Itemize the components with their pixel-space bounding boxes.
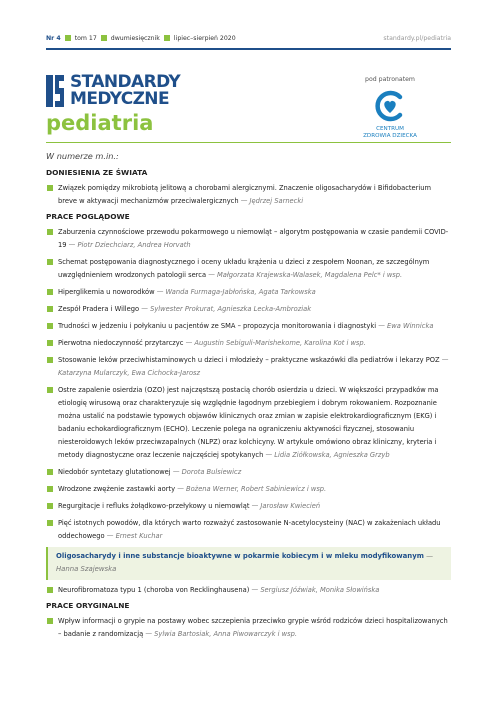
bullet-square-icon	[47, 618, 53, 624]
article-title: Ostre zapalenie osierdzia (OZO) jest najczęstszą postacią chorób osierdzia u dzieci. W większości przypadków ma etiologię wirusową oraz charakteryzuje się względnie łagodnym przebiegiem i dobrym rokowaniem. Rozpoznanie można ustalić na podstawie typowych objawów klinicznych oraz zmian w zapisie elektrokardiograficznym (EKG) i badaniu echokardiograficznym (ECHO). Leczenie polega na ograniczeniu aktywności fizycznej, stosowaniu niesteroidowych leków przeciwzapalnych (NLPZ) oraz kolchicyny. W artykule omówiono obraz kliniczny, kryteria i metody diagnostyczne oraz leczenie najczęściej spotykanych	[58, 386, 439, 459]
highlighted-article[interactable]	[46, 547, 451, 580]
article-authors: — Jędrzej Sarnecki	[240, 197, 304, 205]
in-issue-label: W numerze m.in.:	[46, 151, 119, 161]
article-item[interactable]	[46, 384, 451, 462]
brand-line-1: STANDARDY	[70, 72, 181, 92]
article-item[interactable]	[46, 517, 451, 543]
bullet-square-icon	[47, 469, 53, 475]
article-title: Wpływ informacji o grypie na postawy wobec szczepienia przeciwko grypie wśród rodziców dzieci hospitalizowanych – badanie z randomizacją	[58, 617, 448, 638]
heart-c-logo-icon	[373, 89, 407, 123]
article-authors: — Wanda Furmaga-Jabłońska, Agata Tarkowska	[156, 288, 316, 296]
article-authors: — Piotr Dziechciarz, Andrea Horvath	[68, 241, 191, 249]
issue-number: Nr 4	[46, 34, 61, 42]
article-authors: — Ernest Kuchar	[106, 532, 163, 540]
volume: tom 17	[74, 34, 97, 42]
article-title: Wrodzone zwężenie zastawki aorty	[58, 485, 176, 493]
patron-org-line-2: ZDROWIA DZIECKA	[363, 133, 417, 139]
article-item[interactable]	[46, 615, 451, 641]
bullet-square-icon	[47, 387, 53, 393]
section-heading: DONIESIENIA ZE ŚWIATA	[46, 168, 148, 177]
bullet-square-icon	[47, 185, 53, 191]
table-of-contents	[46, 166, 451, 645]
bullet-square-icon	[164, 35, 170, 41]
article-item[interactable]	[46, 584, 451, 597]
article-item[interactable]	[46, 466, 451, 479]
patronage-block	[340, 76, 440, 140]
article-title: Zespół Pradera i Willego	[58, 305, 140, 313]
article-item[interactable]	[46, 286, 451, 299]
issue-date: lipiec–sierpień 2020	[173, 34, 236, 42]
article-title: Pięć istotnych powodów, dla których warto rozważyć zastosowanie N-acetylocysteiny (NAC) w zakażeniach układu oddechowego	[58, 519, 441, 540]
journal-url[interactable]: standardy.pl/pediatria	[383, 34, 451, 42]
article-authors: — Sylwia Bartosiak, Anna Piwowarczyk i wsp.	[145, 630, 297, 638]
bullet-square-icon	[47, 289, 53, 295]
article-item[interactable]	[46, 500, 451, 513]
journal-section-title: pediatria	[46, 111, 154, 135]
bullet-square-icon	[65, 35, 71, 41]
bullet-square-icon	[47, 486, 53, 492]
article-title: Pierwotna niedoczynność przytarczyc	[58, 339, 184, 347]
article-item[interactable]	[46, 303, 451, 316]
bullet-square-icon	[47, 520, 53, 526]
article-title: Hiperglikemia u noworodków	[58, 288, 155, 296]
article-authors: — Sylwester Prokurat, Agnieszka Lecka-Ambroziak	[141, 305, 312, 313]
highlighted-article-authors: — Hanna Szajewska	[56, 552, 433, 573]
patronage-label: pod patronatem	[365, 76, 415, 83]
section-heading: PRACE POGLĄDOWE	[46, 212, 130, 221]
article-authors: — Ewa Winnicka	[378, 322, 434, 330]
article-item[interactable]	[46, 226, 451, 252]
article-title: Związek pomiędzy mikrobiotą jelitową a chorobami alergicznymi. Znaczenie oligosacharydów i Bifidobacterium breve w aktywacji mechanizmów przeciwalergicznych	[58, 184, 431, 205]
bullet-square-icon	[47, 323, 53, 329]
article-authors: — Małgorzata Krajewska-Walasek, Magdalena Pelc* i wsp.	[208, 271, 403, 279]
bullet-square-icon	[47, 587, 53, 593]
article-title: Stosowanie leków przeciwhistaminowych u dzieci i młodzieży – praktyczne wskazówki dla pediatrów i lekarzy POZ	[58, 356, 440, 364]
bullet-square-icon	[47, 357, 53, 363]
bullet-square-icon	[47, 340, 53, 346]
article-item[interactable]	[46, 483, 451, 496]
bullet-square-icon	[47, 259, 53, 265]
frequency: dwumiesięcznik	[110, 34, 160, 42]
article-title: Regurgitacje i refluks żołądkowo-przełykowy u niemowląt	[58, 502, 250, 510]
article-authors: — Dorota Bulsiewicz	[172, 468, 242, 476]
top-bar	[46, 28, 451, 50]
article-item[interactable]	[46, 256, 451, 282]
article-item[interactable]	[46, 320, 451, 333]
article-authors: — Lidia Ziółkowska, Agnieszka Grzyb	[265, 451, 390, 459]
article-authors: — Augustin Sebiguli-Marishekome, Karolina Kot i wsp.	[185, 339, 366, 347]
bullet-square-icon	[47, 306, 53, 312]
brand-line-2: MEDYCZNE	[70, 89, 169, 109]
divider	[46, 142, 451, 143]
article-title: Trudności w jedzeniu i połykaniu u pacjentów ze SMA – propozycja monitorowania i diagnostyki	[58, 322, 377, 330]
issue-meta	[46, 35, 236, 42]
article-authors: — Katarzyna Mularczyk, Ewa Cichocka-Jarosz	[58, 356, 449, 377]
bullet-square-icon	[47, 503, 53, 509]
section-heading: PRACE ORYGINALNE	[46, 601, 130, 610]
article-title: Zaburzenia czynnościowe przewodu pokarmowego u niemowląt – algorytm postępowania w czasie pandemii COVID-19	[58, 228, 449, 249]
bullet-square-icon	[101, 35, 107, 41]
article-title: Neurofibromatoza typu 1 (choroba von Recklinghausena)	[58, 586, 250, 594]
article-authors: — Sergiusz Jóźwiak, Monika Słowińska	[251, 586, 380, 594]
article-item[interactable]	[46, 337, 451, 350]
article-title: Niedobór syntetazy glutationowej	[58, 468, 171, 476]
article-item[interactable]	[46, 182, 451, 208]
article-title: Schemat postępowania diagnostycznego i oceny układu krążenia u dzieci z zespołem Noonan, ze szczególnym uwzględnieniem wrodzonych patologii serca	[58, 258, 430, 279]
article-authors: — Bożena Werner, Robert Sabiniewicz i wsp.	[177, 485, 327, 493]
brand-logo	[46, 74, 306, 114]
patron-org-line-1: CENTRUM	[376, 126, 404, 132]
article-authors: — Jarosław Kwiecień	[251, 502, 321, 510]
highlighted-article-title: Oligosacharydy i inne substancje bioaktywne w pokarmie kobiecym i w mleku modyfikowanym	[56, 552, 424, 560]
standardy-logo-icon	[46, 75, 64, 107]
bullet-square-icon	[47, 229, 53, 235]
article-item[interactable]	[46, 354, 451, 380]
